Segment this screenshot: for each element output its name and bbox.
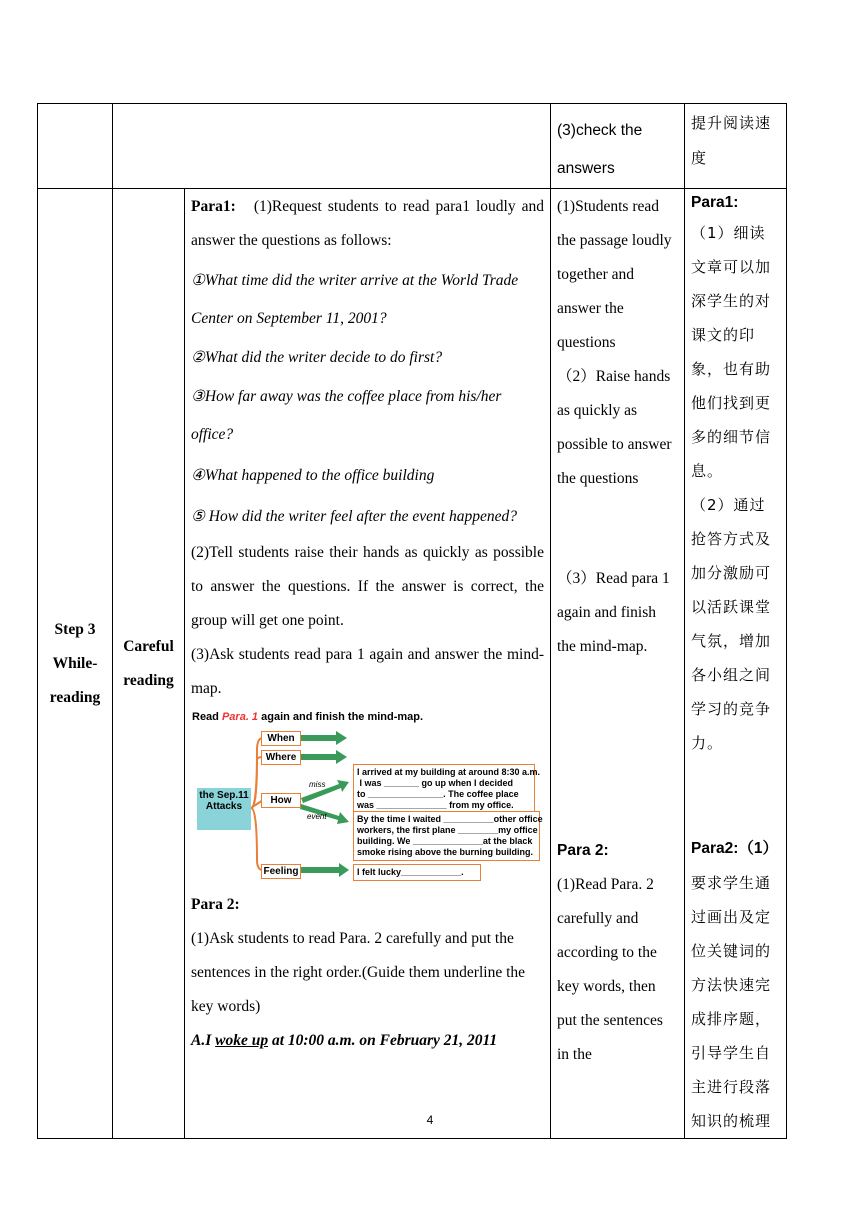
tag-miss: miss [309,780,326,789]
purpose-cell [685,104,787,189]
para1-intro: (1)Request students to read para1 loudly and answer the questions as follows: [191,198,544,249]
mind-map-center: the Sep.11 Attacks [197,788,251,830]
teacher-step-3: (3)Ask students read para 1 again and answer the mind-map. [191,646,544,697]
question-5: ⑤ How did the writer feel after the event happened? [191,508,517,525]
node-where: Where [261,750,301,765]
student-step-1: (1)Students read the passage loudly together and answer the questions [557,198,672,351]
para2-label: Para 2: [191,896,240,913]
page-number: 4 [426,1113,434,1127]
mind-map-title: Read Para. 1 again and finish the mind-map. [192,711,424,723]
student-para2-step-1: (1)Read Para. 2 carefully and according to the key words, then put the sentences in the [557,876,663,1063]
teacher-para2-step-1: (1)Ask students to read Para. 2 carefully and put the sentences in the right order.(Guide them underline the key words) [191,930,526,1015]
check-answers-text: (3)check the answers [557,122,643,177]
purpose-para1-label: Para1: [691,194,739,211]
node-how: How [261,793,301,808]
purpose-text-3: 要求学生通过画出及定位关键词的方法快速完成排序题，引导学生自主进行段落知识的梳理 [691,874,772,1130]
table-row [38,189,787,1139]
student-step-3: （3）Read para 1 again and finish the mind-map. [557,570,670,655]
student-para2-label: Para 2: [557,842,609,859]
purpose-cell [685,189,787,1139]
student-activity-cell [551,104,685,189]
student-activity-cell [551,189,685,1139]
purpose-text-1: （1）细读文章可以加深学生的对课文的印象，也有助他们找到更多的细节信息。 [691,224,772,480]
node-when: When [261,731,301,746]
mind-map-figure [191,710,543,886]
substage-label: Careful reading [123,637,174,689]
purpose-para2-label: Para2:（1） [691,840,779,857]
table-row [38,104,787,189]
when-arrow-icon [301,731,347,745]
question-3: ③How far away was the coffee place from his/her office? [191,388,502,443]
tag-event: event [307,812,327,821]
mind-map-box-2: By the time I waited __________other office workers, the first plane ________my office building. We ______________at the black smoke rising above the burning building. [353,811,540,861]
mind-map-box-3: I felt lucky____________. [353,864,481,881]
mind-map-box-1: I arrived at my building at around 8:30 a.m. I was _______ go up when I decided to _______________. The coffee place was ______________ from my office. [353,764,535,814]
teacher-step-2: (2)Tell students raise their hands as quickly as possible to answer the questions. If the answer is correct, the group will get one point. [191,544,544,629]
node-feeling: Feeling [261,864,301,879]
para1-label: Para1: [191,198,236,215]
question-4: ④What happened to the office building [191,467,435,484]
step-label: Step 3 While-reading [49,620,101,706]
sentence-a: A.I woke up at 10:00 a.m. on February 21, 2011 [191,1032,498,1049]
lesson-plan-table [37,103,787,1139]
empty-cell [113,104,551,189]
where-arrow-icon [301,750,347,764]
purpose-text: 提升阅读速度 [691,114,772,167]
question-1: ①What time did the writer arrive at the World Trade Center on September 11, 2001? [191,272,519,327]
step-cell [38,189,113,1139]
empty-cell [38,104,113,189]
substage-cell [113,189,185,1139]
student-step-2: （2）Raise hands as quickly as possible to answer the questions [557,368,672,487]
feeling-arrow-icon [301,863,349,877]
purpose-text-2: （2）通过抢答方式及加分激励可以活跃课堂气氛，增加各小组之间学习的竞争力。 [691,496,772,752]
question-2: ②What did the writer decide to do first? [191,349,443,366]
teacher-activity-cell [185,189,551,1139]
